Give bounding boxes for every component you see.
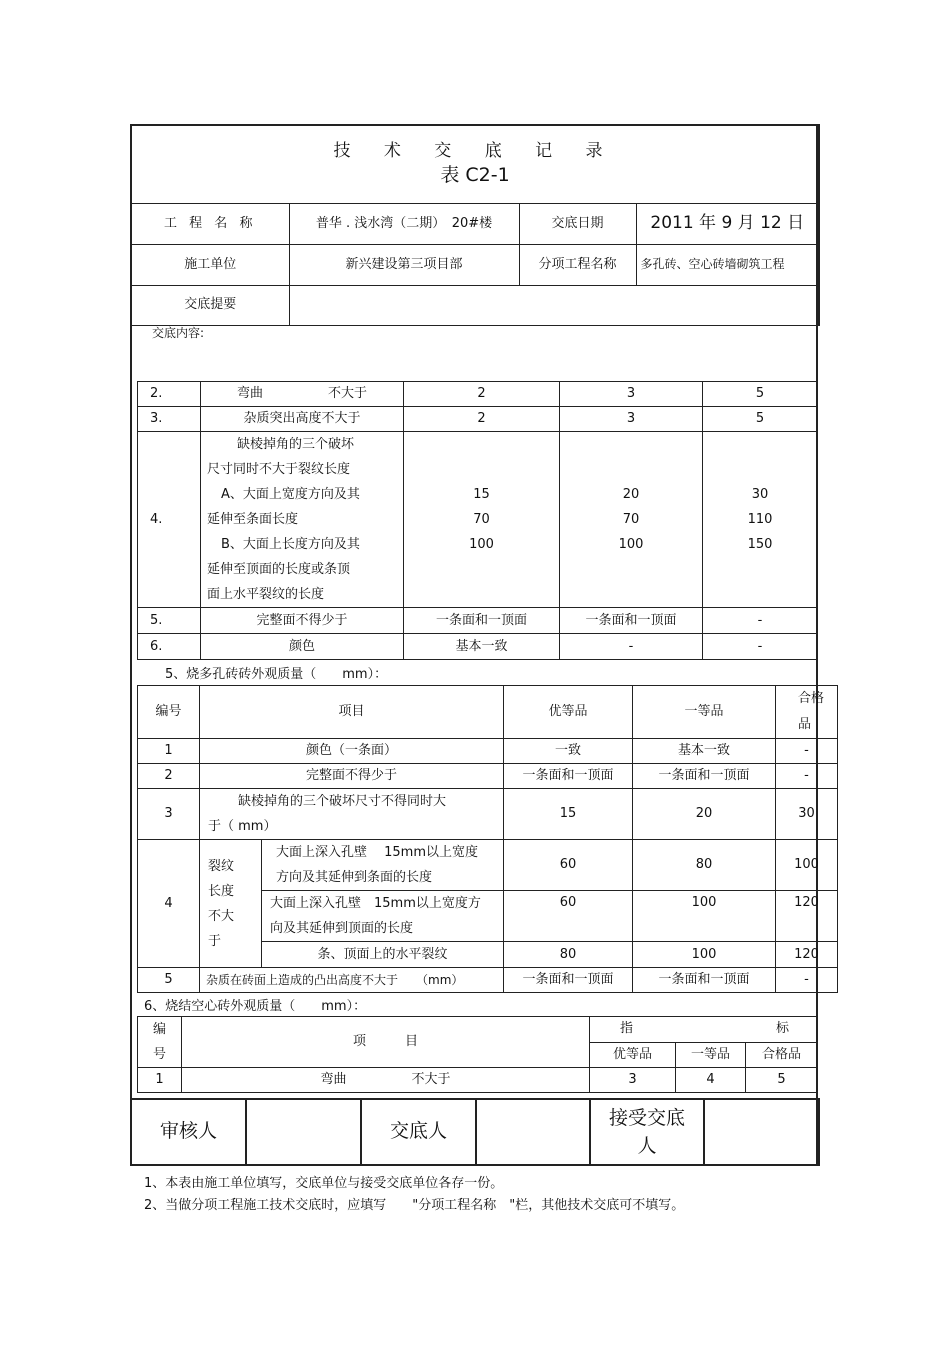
row-item bbox=[262, 891, 504, 942]
section-6-title: 6、烧结空心砖外观质量（ mm）： bbox=[144, 999, 367, 1014]
group-line: 裂纹 bbox=[208, 858, 235, 874]
group-line: 于 bbox=[208, 933, 222, 949]
header-grade-c-text: 合格品 bbox=[798, 691, 825, 732]
row-value-c: - bbox=[703, 634, 818, 660]
row-item: 颜色 bbox=[201, 634, 404, 660]
value-line: 30 bbox=[751, 487, 769, 502]
row-number: 5. bbox=[138, 608, 201, 634]
item-line: 向及其延伸到顶面的长度 bbox=[270, 921, 414, 936]
item-line: 方向及其延伸到条面的长度 bbox=[276, 870, 433, 885]
header-item: 项目 bbox=[200, 686, 504, 739]
row-value-c: 120 bbox=[776, 891, 838, 942]
row-value-a: 2 bbox=[404, 382, 560, 407]
row-item: 颜色（一条面） bbox=[200, 739, 504, 764]
row-value-a: 60 bbox=[504, 891, 633, 942]
row-value-a: 60 bbox=[504, 840, 633, 891]
row-number: 3 bbox=[138, 789, 200, 840]
value-line: 15 bbox=[473, 487, 490, 502]
row-value-c: - bbox=[776, 764, 838, 789]
reviewer-label: 审核人 bbox=[131, 1099, 246, 1165]
subitem-value: 多孔砖、空心砖墙砌筑工程 bbox=[636, 244, 819, 285]
date-value: 2011 年 9 月 12 日 bbox=[636, 203, 819, 244]
row-value-c: 5 bbox=[703, 407, 818, 432]
hollow-brick-table bbox=[137, 1016, 818, 1093]
builder-label: 施工单位 bbox=[131, 244, 289, 285]
row-value-c: 100 bbox=[776, 840, 838, 891]
row-value-a: 一致 bbox=[504, 739, 633, 764]
date-label: 交底日期 bbox=[519, 203, 636, 244]
header-grade-b: 一等品 bbox=[633, 686, 776, 739]
row-value-b: 基本一致 bbox=[633, 739, 776, 764]
section-5-title: 5、烧多孔砖砖外观质量（ mm）： bbox=[165, 667, 388, 682]
row-value-b: 3 bbox=[560, 382, 703, 407]
brick-quality-table bbox=[137, 381, 818, 660]
header-number-line: 号 bbox=[152, 1047, 166, 1062]
header-item: 项 目 bbox=[182, 1017, 590, 1068]
row-number: 4. bbox=[138, 432, 201, 608]
table-row bbox=[138, 432, 818, 608]
receiver-label-line: 接受交底 bbox=[608, 1107, 685, 1129]
value-line: 70 bbox=[473, 512, 490, 527]
subitem-label: 分项工程名称 bbox=[519, 244, 636, 285]
header-table bbox=[130, 124, 820, 326]
row-value-a: 15 bbox=[504, 789, 633, 840]
table-row bbox=[138, 608, 818, 634]
note-1: 1、本表由施工单位填写，交底单位与接受交底单位各存一份。 bbox=[144, 1176, 504, 1191]
row-value-c bbox=[703, 432, 818, 608]
row-item: 完整面不得少于 bbox=[200, 764, 504, 789]
row-value-a: 一条面和一顶面 bbox=[504, 764, 633, 789]
table-row bbox=[138, 407, 818, 432]
item-line: 尺寸同时不大于裂纹长度 bbox=[207, 462, 351, 477]
item-line: 延伸至顶面的长度或条顶 bbox=[207, 562, 351, 577]
row-number: 1 bbox=[138, 1068, 182, 1093]
content-label: 交底内容: bbox=[152, 326, 205, 340]
table-header-row bbox=[138, 686, 838, 739]
row-value-a: 80 bbox=[504, 942, 633, 968]
item-line: 于（ mm） bbox=[208, 819, 277, 834]
note-2: 2、当做分项工程施工技术交底时，应填写 "分项工程名称 "栏，其他技术交底可不填写。 bbox=[144, 1198, 685, 1213]
row-item: 杂质在砖面上造成的凸出高度不大于 （mm） bbox=[200, 968, 504, 993]
table-row bbox=[138, 739, 838, 764]
table-row bbox=[138, 382, 818, 407]
row-value-b: 一条面和一顶面 bbox=[633, 764, 776, 789]
row-value-a: 基本一致 bbox=[404, 634, 560, 660]
value-line: 100 bbox=[618, 537, 644, 552]
receiver-label bbox=[590, 1099, 704, 1165]
item-line: 缺棱掉角的三个破坏尺寸不得同时大 bbox=[238, 794, 447, 809]
row-item: 完整面不得少于 bbox=[201, 608, 404, 634]
row-value-a: 3 bbox=[590, 1068, 676, 1093]
row-item bbox=[201, 432, 404, 608]
row-number: 3. bbox=[138, 407, 201, 432]
header-grade-c: 合格品 bbox=[746, 1042, 818, 1068]
item-line: 大面上深入孔壁 15mm以上宽度方 bbox=[270, 896, 481, 911]
row-value-b: 4 bbox=[676, 1068, 746, 1093]
row-number: 2. bbox=[138, 382, 201, 407]
header-number: 编号 bbox=[138, 686, 200, 739]
item-line: B、大面上长度方向及其 bbox=[221, 537, 360, 552]
crack-group-label bbox=[200, 840, 262, 968]
discloser-signature bbox=[476, 1099, 590, 1165]
receiver-signature bbox=[704, 1099, 819, 1165]
row-value-b: 3 bbox=[560, 407, 703, 432]
table-row bbox=[138, 764, 838, 789]
header-grade-a: 优等品 bbox=[504, 686, 633, 739]
row-number: 2 bbox=[138, 764, 200, 789]
summary-label: 交底提要 bbox=[131, 285, 289, 325]
row-value-a: 一条面和一顶面 bbox=[404, 608, 560, 634]
row-value-c: - bbox=[776, 739, 838, 764]
discloser-label: 交底人 bbox=[361, 1099, 476, 1165]
table-row bbox=[138, 789, 838, 840]
row-value-a bbox=[404, 432, 560, 608]
row-number: 6. bbox=[138, 634, 201, 660]
project-name-value: 普华 . 浅水湾（二期） 20#楼 bbox=[289, 203, 519, 244]
table-row bbox=[138, 634, 818, 660]
row-value-c: 120 bbox=[776, 942, 838, 968]
table-header-row bbox=[138, 1017, 818, 1043]
row-item bbox=[200, 789, 504, 840]
table-row bbox=[138, 1068, 818, 1093]
value-line: 70 bbox=[622, 512, 640, 527]
row-value-b: 一条面和一顶面 bbox=[560, 608, 703, 634]
row-number: 1 bbox=[138, 739, 200, 764]
value-line: 150 bbox=[747, 537, 773, 552]
group-line: 不大 bbox=[208, 908, 235, 924]
row-value-c: - bbox=[776, 968, 838, 993]
row-value-a: 一条面和一顶面 bbox=[504, 968, 633, 993]
header-index bbox=[590, 1017, 818, 1043]
summary-value bbox=[289, 285, 819, 325]
header-grade-c bbox=[776, 686, 838, 739]
item-line: A、大面上宽度方向及其 bbox=[221, 487, 360, 502]
row-value-b: 20 bbox=[633, 789, 776, 840]
group-line: 长度 bbox=[208, 883, 235, 899]
receiver-label-line: 人 bbox=[637, 1135, 657, 1157]
row-item: 弯曲 不大于 bbox=[182, 1068, 590, 1093]
row-value-b: 100 bbox=[633, 891, 776, 942]
builder-value: 新兴建设第三项目部 bbox=[289, 244, 519, 285]
item-line: 缺棱掉角的三个破坏 bbox=[237, 437, 355, 452]
table-row bbox=[138, 840, 838, 891]
title-cell bbox=[131, 125, 819, 203]
header-index-right: 标 bbox=[775, 1021, 789, 1037]
row-item: 杂质突出高度不大于 bbox=[201, 407, 404, 432]
row-value-c: - bbox=[703, 608, 818, 634]
row-item: 条、顶面上的水平裂纹 bbox=[262, 942, 504, 968]
row-value-c: 5 bbox=[746, 1068, 818, 1093]
row-item: 弯曲 不大于 bbox=[201, 382, 404, 407]
row-value-b: 100 bbox=[633, 942, 776, 968]
row-item bbox=[262, 840, 504, 891]
header-grade-b: 一等品 bbox=[676, 1042, 746, 1068]
row-value-b: 80 bbox=[633, 840, 776, 891]
header-number bbox=[138, 1017, 182, 1068]
item-line: 大面上深入孔壁 15mm以上宽度 bbox=[276, 845, 479, 860]
project-name-label: 工 程 名 称 bbox=[131, 203, 289, 244]
form-number: 表 C2-1 bbox=[440, 163, 510, 186]
signature-table bbox=[130, 1098, 820, 1166]
document-title: 技 术 交 底 记 录 bbox=[333, 140, 617, 161]
row-value-c: 30 bbox=[776, 789, 838, 840]
row-value-b bbox=[560, 432, 703, 608]
row-value-a: 2 bbox=[404, 407, 560, 432]
header-grade-a: 优等品 bbox=[590, 1042, 676, 1068]
value-line: 100 bbox=[469, 537, 494, 552]
table-row bbox=[138, 968, 838, 993]
row-number: 4 bbox=[138, 840, 200, 968]
row-value-b: - bbox=[560, 634, 703, 660]
item-line: 面上水平裂纹的长度 bbox=[207, 587, 325, 602]
reviewer-signature bbox=[246, 1099, 361, 1165]
value-line: 110 bbox=[747, 512, 773, 527]
row-value-c: 5 bbox=[703, 382, 818, 407]
header-number-line: 编 bbox=[152, 1022, 166, 1037]
header-index-left: 指 bbox=[620, 1021, 634, 1037]
perforated-brick-table bbox=[137, 685, 838, 993]
row-value-b: 一条面和一顶面 bbox=[633, 968, 776, 993]
value-line: 20 bbox=[622, 487, 640, 502]
item-line: 延伸至条面长度 bbox=[207, 512, 299, 527]
row-number: 5 bbox=[138, 968, 200, 993]
